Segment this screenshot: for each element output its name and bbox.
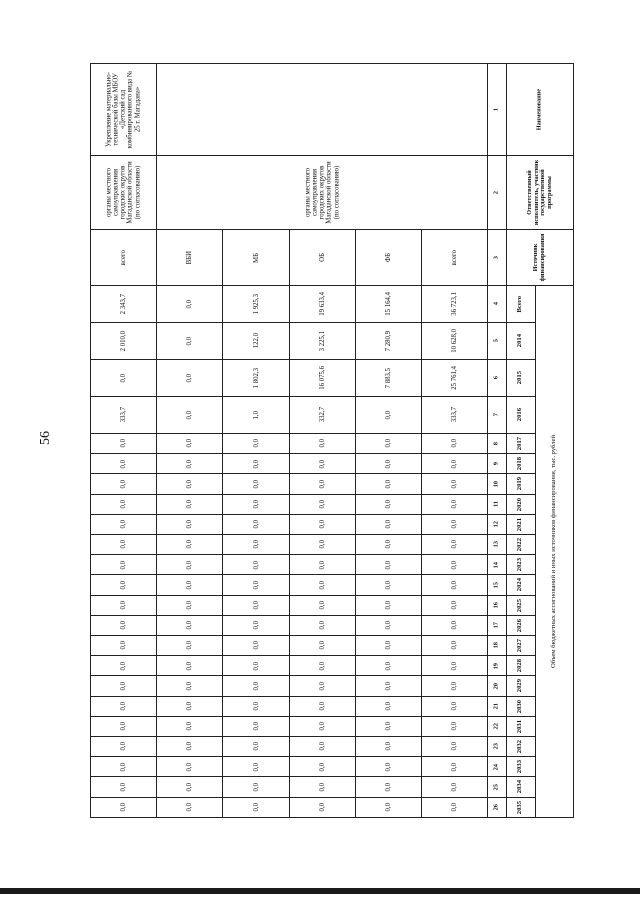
value-cell-2035: 0,0	[223, 797, 289, 817]
value-cell-2026: 0,0	[355, 615, 421, 635]
value-cell-2029: 0,0	[289, 676, 355, 696]
value-cell-2019: 0,0	[355, 474, 421, 494]
value-cell-2027: 0,0	[422, 636, 488, 656]
value-cell-2016: 333,7	[91, 397, 157, 434]
column-number-14: 14	[488, 555, 506, 575]
group1-executor-cell: органы местного самоуправления городских округов Магаданской области (по согласованию)	[157, 156, 488, 230]
value-cell-2032: 0,0	[289, 737, 355, 757]
value-cell-2028: 0,0	[422, 656, 488, 676]
column-number-24: 24	[488, 757, 506, 777]
column-number-1: 1	[488, 64, 506, 156]
value-cell-2019: 0,0	[157, 474, 223, 494]
value-cell-2025: 0,0	[157, 595, 223, 615]
value-cell-2020: 0,0	[289, 494, 355, 514]
value-cell-2018: 0,0	[91, 454, 157, 474]
value-cell-2022: 0,0	[422, 535, 488, 555]
value-cell-2019: 0,0	[91, 474, 157, 494]
column-number-21: 21	[488, 696, 506, 716]
value-cell-2026: 0,0	[223, 615, 289, 635]
value-cell-2015: 25 761,4	[422, 360, 488, 397]
value-cell-2016: 0,0	[355, 397, 421, 434]
value-cell-2027: 0,0	[289, 636, 355, 656]
value-cell-2028: 0,0	[157, 656, 223, 676]
total-cell: 36 723,1	[422, 286, 488, 323]
value-cell-2035: 0,0	[289, 797, 355, 817]
column-number-6: 6	[488, 360, 506, 397]
value-cell-2031: 0,0	[223, 716, 289, 736]
value-cell-2035: 0,0	[157, 797, 223, 817]
value-cell-2027: 0,0	[91, 636, 157, 656]
value-cell-2025: 0,0	[223, 595, 289, 615]
year-header-2030: 2030	[506, 696, 536, 716]
value-cell-2033: 0,0	[91, 757, 157, 777]
value-cell-2021: 0,0	[91, 514, 157, 534]
year-header-2034: 2034	[506, 777, 536, 797]
value-cell-2032: 0,0	[157, 737, 223, 757]
value-cell-2024: 0,0	[91, 575, 157, 595]
value-cell-2022: 0,0	[91, 535, 157, 555]
column-number-2: 2	[488, 156, 506, 230]
value-cell-2028: 0,0	[223, 656, 289, 676]
value-cell-2020: 0,0	[157, 494, 223, 514]
column-number-18: 18	[488, 636, 506, 656]
page-number: 56	[38, 431, 53, 445]
value-cell-2015: 0,0	[157, 360, 223, 397]
value-cell-2018: 0,0	[157, 454, 223, 474]
total-cell: 15 164,4	[355, 286, 421, 323]
column-number-7: 7	[488, 397, 506, 434]
value-cell-2034: 0,0	[355, 777, 421, 797]
value-cell-2030: 0,0	[355, 696, 421, 716]
year-header-2020: 2020	[506, 494, 536, 514]
column-number-9: 9	[488, 454, 506, 474]
column-number-22: 22	[488, 716, 506, 736]
value-cell-2016: 0,0	[157, 397, 223, 434]
value-cell-2029: 0,0	[223, 676, 289, 696]
year-header-2031: 2031	[506, 716, 536, 736]
col-total-header: Всего	[506, 286, 536, 323]
value-cell-2028: 0,0	[355, 656, 421, 676]
source-cell: всего	[91, 230, 157, 286]
value-cell-2021: 0,0	[223, 514, 289, 534]
column-number-11: 11	[488, 494, 506, 514]
value-cell-2030: 0,0	[91, 696, 157, 716]
value-cell-2023: 0,0	[289, 555, 355, 575]
column-number-23: 23	[488, 737, 506, 757]
year-header-2018: 2018	[506, 454, 536, 474]
value-cell-2017: 0,0	[223, 434, 289, 454]
value-cell-2034: 0,0	[289, 777, 355, 797]
column-number-3: 3	[488, 230, 506, 286]
value-cell-2016: 1,0	[223, 397, 289, 434]
value-cell-2032: 0,0	[422, 737, 488, 757]
year-header-2023: 2023	[506, 555, 536, 575]
value-cell-2022: 0,0	[355, 535, 421, 555]
col-source-header: Источник финансирования	[506, 230, 573, 286]
year-header-2027: 2027	[506, 636, 536, 656]
value-cell-2017: 0,0	[91, 434, 157, 454]
value-cell-2030: 0,0	[157, 696, 223, 716]
year-header-2025: 2025	[506, 595, 536, 615]
source-cell: ФБ	[355, 230, 421, 286]
value-cell-2020: 0,0	[355, 494, 421, 514]
year-header-2016: 2016	[506, 397, 536, 434]
year-header-2024: 2024	[506, 575, 536, 595]
value-cell-2029: 0,0	[422, 676, 488, 696]
source-cell: ВБИ	[157, 230, 223, 286]
value-cell-2022: 0,0	[289, 535, 355, 555]
value-cell-2034: 0,0	[91, 777, 157, 797]
year-header-2035: 2035	[506, 797, 536, 817]
value-cell-2015: 7 883,5	[355, 360, 421, 397]
value-cell-2026: 0,0	[289, 615, 355, 635]
value-cell-2021: 0,0	[157, 514, 223, 534]
total-cell: 19 633,4	[289, 286, 355, 323]
value-cell-2020: 0,0	[91, 494, 157, 514]
value-cell-2023: 0,0	[223, 555, 289, 575]
value-cell-2032: 0,0	[223, 737, 289, 757]
year-header-2015: 2015	[506, 360, 536, 397]
value-cell-2018: 0,0	[422, 454, 488, 474]
value-cell-2023: 0,0	[355, 555, 421, 575]
value-cell-2024: 0,0	[355, 575, 421, 595]
year-header-2017: 2017	[506, 434, 536, 454]
value-cell-2028: 0,0	[289, 656, 355, 676]
year-header-2026: 2026	[506, 615, 536, 635]
value-cell-2035: 0,0	[422, 797, 488, 817]
column-number-20: 20	[488, 676, 506, 696]
value-cell-2033: 0,0	[223, 757, 289, 777]
value-cell-2020: 0,0	[422, 494, 488, 514]
value-cell-2034: 0,0	[157, 777, 223, 797]
column-number-13: 13	[488, 535, 506, 555]
value-cell-2018: 0,0	[289, 454, 355, 474]
year-header-2021: 2021	[506, 514, 536, 534]
value-cell-2033: 0,0	[289, 757, 355, 777]
year-header-2032: 2032	[506, 737, 536, 757]
value-cell-2032: 0,0	[355, 737, 421, 757]
value-cell-2030: 0,0	[223, 696, 289, 716]
value-cell-2024: 0,0	[223, 575, 289, 595]
column-number-5: 5	[488, 323, 506, 360]
group1-name-cell	[157, 64, 488, 156]
column-number-19: 19	[488, 656, 506, 676]
column-number-8: 8	[488, 434, 506, 454]
value-cell-2014: 2 010,0	[91, 323, 157, 360]
value-cell-2029: 0,0	[355, 676, 421, 696]
source-cell: ОБ	[289, 230, 355, 286]
value-cell-2015: 16 075,6	[289, 360, 355, 397]
value-cell-2017: 0,0	[355, 434, 421, 454]
value-cell-2019: 0,0	[422, 474, 488, 494]
source-cell: МБ	[223, 230, 289, 286]
column-number-4: 4	[488, 286, 506, 323]
value-cell-2016: 332,7	[289, 397, 355, 434]
value-cell-2027: 0,0	[223, 636, 289, 656]
value-cell-2014: 10 628,0	[422, 323, 488, 360]
source-cell: всего	[422, 230, 488, 286]
year-header-2028: 2028	[506, 656, 536, 676]
footer-bar	[0, 888, 640, 894]
column-number-15: 15	[488, 575, 506, 595]
year-header-2029: 2029	[506, 676, 536, 696]
value-cell-2025: 0,0	[91, 595, 157, 615]
value-cell-2027: 0,0	[157, 636, 223, 656]
value-cell-2034: 0,0	[223, 777, 289, 797]
total-cell: 1 925,3	[223, 286, 289, 323]
value-cell-2014: 3 225,1	[289, 323, 355, 360]
col-executor-header: Ответственный исполнитель, участник государственной программы	[506, 156, 573, 230]
value-cell-2029: 0,0	[91, 676, 157, 696]
value-cell-2028: 0,0	[91, 656, 157, 676]
value-cell-2017: 0,0	[157, 434, 223, 454]
value-cell-2024: 0,0	[289, 575, 355, 595]
value-cell-2017: 0,0	[422, 434, 488, 454]
group2-executor-cell: органы местного самоуправления городских округов Магаданской области (по согласованию)	[91, 156, 157, 230]
value-cell-2014: 122,0	[223, 323, 289, 360]
value-cell-2023: 0,0	[157, 555, 223, 575]
value-cell-2019: 0,0	[289, 474, 355, 494]
value-cell-2024: 0,0	[422, 575, 488, 595]
budget-group-header: Объем бюджетных ассигнований и иных источников финансирования, тыс. рублей	[536, 286, 574, 818]
value-cell-2019: 0,0	[223, 474, 289, 494]
column-number-12: 12	[488, 514, 506, 534]
year-header-2014: 2014	[506, 323, 536, 360]
value-cell-2031: 0,0	[157, 716, 223, 736]
value-cell-2031: 0,0	[289, 716, 355, 736]
value-cell-2024: 0,0	[157, 575, 223, 595]
financing-table	[90, 63, 574, 818]
value-cell-2025: 0,0	[422, 595, 488, 615]
total-cell: 2 343,7	[91, 286, 157, 323]
value-cell-2023: 0,0	[422, 555, 488, 575]
value-cell-2031: 0,0	[422, 716, 488, 736]
value-cell-2031: 0,0	[91, 716, 157, 736]
value-cell-2025: 0,0	[289, 595, 355, 615]
value-cell-2020: 0,0	[223, 494, 289, 514]
value-cell-2026: 0,0	[157, 615, 223, 635]
value-cell-2033: 0,0	[355, 757, 421, 777]
column-number-17: 17	[488, 615, 506, 635]
year-header-2033: 2033	[506, 757, 536, 777]
value-cell-2035: 0,0	[355, 797, 421, 817]
value-cell-2027: 0,0	[355, 636, 421, 656]
value-cell-2015: 1 802,3	[223, 360, 289, 397]
value-cell-2014: 0,0	[157, 323, 223, 360]
value-cell-2026: 0,0	[422, 615, 488, 635]
table-row	[91, 64, 157, 818]
value-cell-2021: 0,0	[422, 514, 488, 534]
total-cell: 0,0	[157, 286, 223, 323]
value-cell-2035: 0,0	[91, 797, 157, 817]
value-cell-2030: 0,0	[422, 696, 488, 716]
value-cell-2029: 0,0	[157, 676, 223, 696]
value-cell-2033: 0,0	[157, 757, 223, 777]
year-header-2019: 2019	[506, 474, 536, 494]
value-cell-2023: 0,0	[91, 555, 157, 575]
value-cell-2022: 0,0	[157, 535, 223, 555]
value-cell-2014: 7 280,9	[355, 323, 421, 360]
value-cell-2017: 0,0	[289, 434, 355, 454]
year-header-2022: 2022	[506, 535, 536, 555]
value-cell-2025: 0,0	[355, 595, 421, 615]
column-number-25: 25	[488, 777, 506, 797]
value-cell-2032: 0,0	[91, 737, 157, 757]
value-cell-2018: 0,0	[223, 454, 289, 474]
value-cell-2022: 0,0	[223, 535, 289, 555]
column-number-10: 10	[488, 474, 506, 494]
value-cell-2031: 0,0	[355, 716, 421, 736]
col-name-header: Наименование	[506, 64, 573, 156]
table-row	[422, 64, 488, 818]
value-cell-2034: 0,0	[422, 777, 488, 797]
value-cell-2021: 0,0	[289, 514, 355, 534]
value-cell-2021: 0,0	[355, 514, 421, 534]
value-cell-2030: 0,0	[289, 696, 355, 716]
column-number-16: 16	[488, 595, 506, 615]
value-cell-2015: 0,0	[91, 360, 157, 397]
value-cell-2016: 333,7	[422, 397, 488, 434]
value-cell-2018: 0,0	[355, 454, 421, 474]
value-cell-2026: 0,0	[91, 615, 157, 635]
column-number-26: 26	[488, 797, 506, 817]
group2-name-cell: Укрепление материально-технической базы МБОУ «Детский сад комбинированного вида № 25 г. Магадана»	[91, 64, 157, 156]
value-cell-2033: 0,0	[422, 757, 488, 777]
